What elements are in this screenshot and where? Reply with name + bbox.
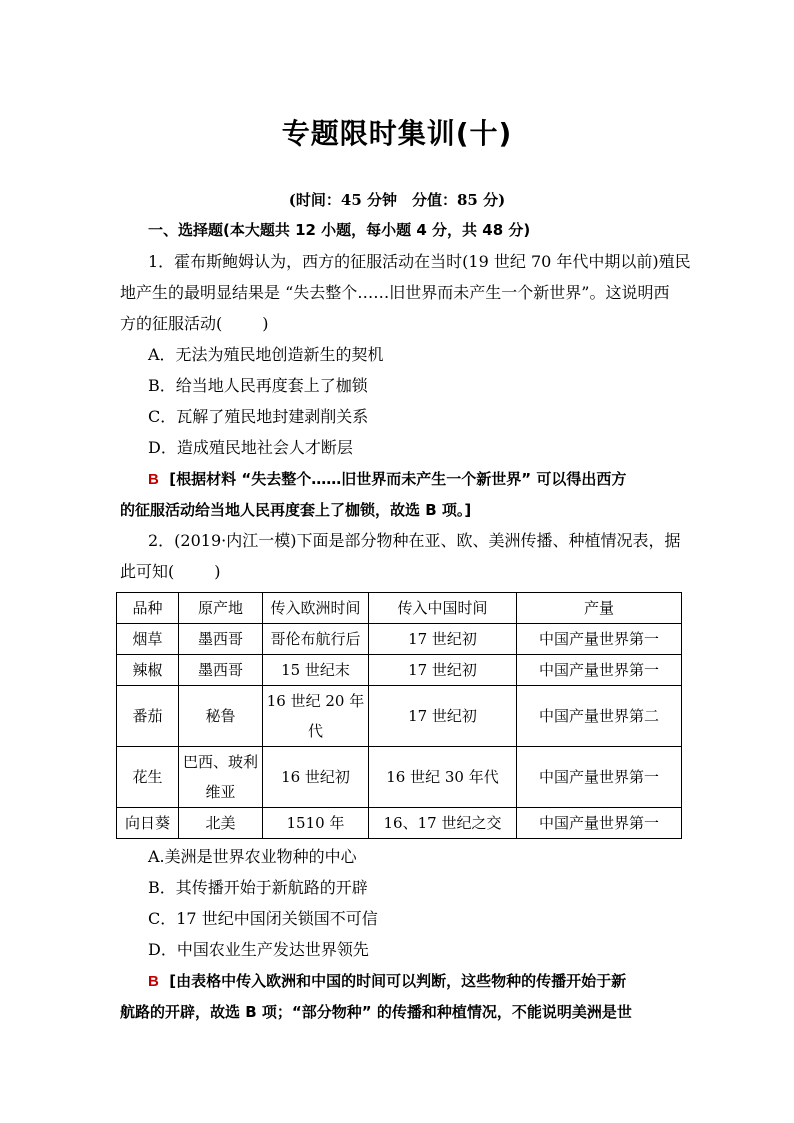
q2-answer-letter: B: [148, 973, 159, 990]
q1-stem-line3-text: 方的征服活动(: [120, 314, 223, 333]
exam-meta: (时间：45 分钟 分值：85 分): [288, 191, 506, 209]
table-cell: 1510 年: [263, 808, 369, 839]
table-cell: 巴西、玻利维亚: [179, 747, 263, 808]
table-cell: 墨西哥: [179, 624, 263, 655]
table-cell: 墨西哥: [179, 655, 263, 686]
table-row: [117, 686, 682, 747]
table-header-cell: 传入中国时间: [369, 593, 517, 624]
table-header-cell: 传入欧洲时间: [263, 593, 369, 624]
table-header-cell: 产量: [517, 593, 682, 624]
table-cell: 17 世纪初: [369, 655, 517, 686]
q1-option-c: C．瓦解了殖民地封建剥削关系: [148, 407, 369, 426]
table-cell: 中国产量世界第一: [517, 624, 682, 655]
table-cell: 中国产量世界第一: [517, 808, 682, 839]
q1-answer-line1: [148, 469, 708, 490]
section-heading: 一、选择题(本大题共 12 小题，每小题 4 分，共 48 分): [148, 221, 531, 239]
q2-option-d: D．中国农业生产发达世界领先: [148, 940, 369, 959]
q1-answer-line2: 的征服活动给当地人民再度套上了枷锁，故选 B 项。]: [120, 501, 472, 519]
species-table: [116, 592, 682, 839]
table-cell: 秘鲁: [179, 686, 263, 747]
q1-option-d: D．造成殖民地社会人才断层: [148, 438, 353, 457]
q2-stem-line2-close: ): [214, 562, 221, 581]
q1-option-a: A．无法为殖民地创造新生的契机: [148, 345, 384, 364]
table-header-row: [117, 593, 682, 624]
table-header-cell: 原产地: [179, 593, 263, 624]
table-cell: 15 世纪末: [263, 655, 369, 686]
q2-stem-line1: 2．(2019·内江一模)下面是部分物种在亚、欧、美洲传播、种植情况表，据: [148, 531, 681, 550]
table-cell: 向日葵: [117, 808, 179, 839]
q2-option-b: B．其传播开始于新航路的开辟: [148, 878, 368, 897]
q2-option-a: A.美洲是世界农业物种的中心: [148, 847, 357, 866]
table-cell: 16 世纪初: [263, 747, 369, 808]
q1-stem-line2: 地产生的最明显结果是 “失去整个……旧世界而未产生一个新世界”。这说明西: [120, 283, 670, 302]
q2-answer-line1: [148, 971, 708, 992]
table-cell: 中国产量世界第一: [517, 655, 682, 686]
q1-stem-line3-close: ): [262, 314, 269, 333]
table-cell: 辣椒: [117, 655, 179, 686]
q2-answer-text1: [由表格中传入欧洲和中国的时间可以判断，这些物种的传播开始于新: [169, 972, 627, 990]
table-cell: 16、17 世纪之交: [369, 808, 517, 839]
q1-answer-text1: [根据材料 “失去整个……旧世界而未产生一个新世界” 可以得出西方: [169, 470, 627, 488]
q1-answer-letter: B: [148, 471, 159, 488]
q2-option-c: C．17 世纪中国闭关锁国不可信: [148, 909, 378, 928]
q1-stem-line3: [120, 314, 680, 334]
table-cell: 烟草: [117, 624, 179, 655]
table-cell: 哥伦布航行后: [263, 624, 369, 655]
q1-option-b: B．给当地人民再度套上了枷锁: [148, 376, 368, 395]
table-cell: 中国产量世界第二: [517, 686, 682, 747]
table-header-cell: 品种: [117, 593, 179, 624]
table-cell: 北美: [179, 808, 263, 839]
table-cell: 中国产量世界第一: [517, 747, 682, 808]
table-cell: 16 世纪 20 年代: [263, 686, 369, 747]
q2-stem-line2: [120, 562, 680, 582]
table-cell: 花生: [117, 747, 179, 808]
table-cell: 番茄: [117, 686, 179, 747]
table-cell: 16 世纪 30 年代: [369, 747, 517, 808]
table-row: [117, 624, 682, 655]
q2-answer-line2: 航路的开辟，故选 B 项；“部分物种” 的传播和种植情况，不能说明美洲是世: [120, 1003, 632, 1021]
table-row: [117, 747, 682, 808]
q2-stem-line2-text: 此可知(: [120, 562, 175, 581]
table-cell: 17 世纪初: [369, 624, 517, 655]
table-row: [117, 655, 682, 686]
page-title: 专题限时集训(十): [281, 117, 513, 150]
table-cell: 17 世纪初: [369, 686, 517, 747]
q1-stem-line1: 1．霍布斯鲍姆认为，西方的征服活动在当时(19 世纪 70 年代中期以前)殖民: [148, 252, 691, 271]
table-row: [117, 808, 682, 839]
